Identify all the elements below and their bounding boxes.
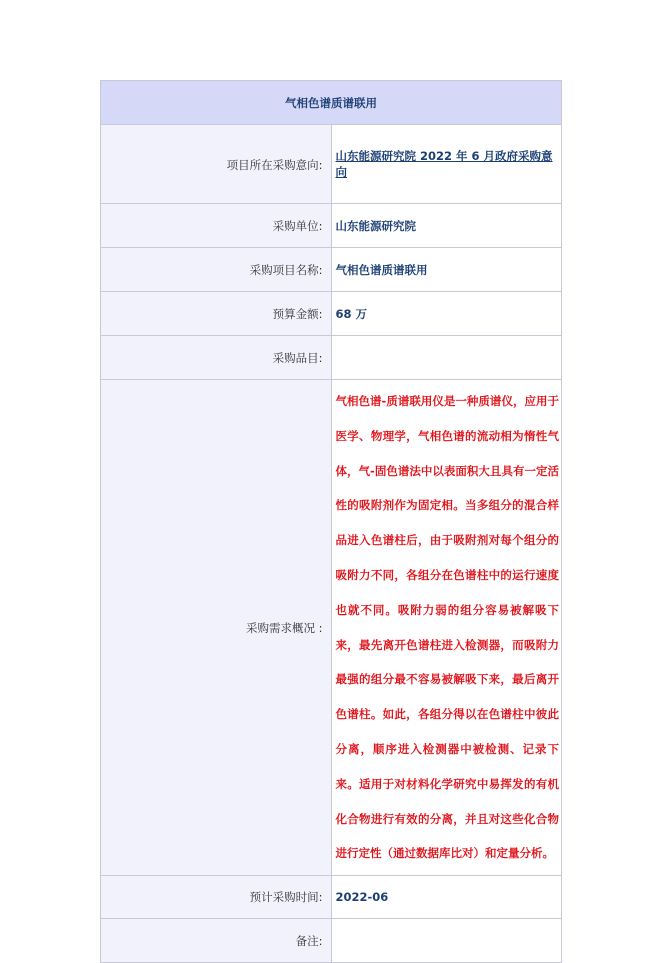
row-intent [101,125,562,204]
row-budget [101,292,562,336]
value-project-name: 气相色谱质谱联用 [331,248,562,292]
value-remark [331,919,562,963]
label-catalog: 采购品目: [101,336,332,380]
procurement-info-table [100,80,562,963]
row-catalog [101,336,562,380]
value-budget: 68 万 [331,292,562,336]
value-catalog [331,336,562,380]
row-requirement [101,380,562,876]
row-remark [101,919,562,963]
label-time: 预计采购时间: [101,876,332,919]
row-project-name [101,248,562,292]
value-requirement: 气相色谱-质谱联用仪是一种质谱仪，应用于医学、物理学，气相色谱的流动相为惰性气体，气-固色谱法中以表面积大且具有一定活性的吸附剂作为固定相。当多组分的混合样品进入色谱柱后，由于吸附剂对每个组分的吸附力不同，各组分在色谱柱中的运行速度也就不同。吸附力弱的组分容易被解吸下来，最先离开色谱柱进入检测器，而吸附力最强的组分最不容易被解吸下来，最后离开色谱柱。如此，各组分得以在色谱柱中彼此分离，顺序进入检测器中被检测、记录下来。适用于对材料化学研究中易挥发的有机化合物进行有效的分离，并且对这些化合物进行定性（通过数据库比对）和定量分析。 [331,380,562,876]
label-unit: 采购单位: [101,204,332,248]
label-project-name: 采购项目名称: [101,248,332,292]
title-row [101,81,562,125]
value-intent [331,125,562,204]
label-budget: 预算金额: [101,292,332,336]
label-remark: 备注: [101,919,332,963]
value-time: 2022-06 [331,876,562,919]
row-time [101,876,562,919]
value-unit: 山东能源研究院 [331,204,562,248]
table-title: 气相色谱质谱联用 [101,81,562,125]
intent-link[interactable]: 山东能源研究院 2022 年 6 月政府采购意向 [335,149,553,179]
row-unit [101,204,562,248]
label-intent: 项目所在采购意向: [101,125,332,204]
label-requirement: 采购需求概况 : [101,380,332,876]
